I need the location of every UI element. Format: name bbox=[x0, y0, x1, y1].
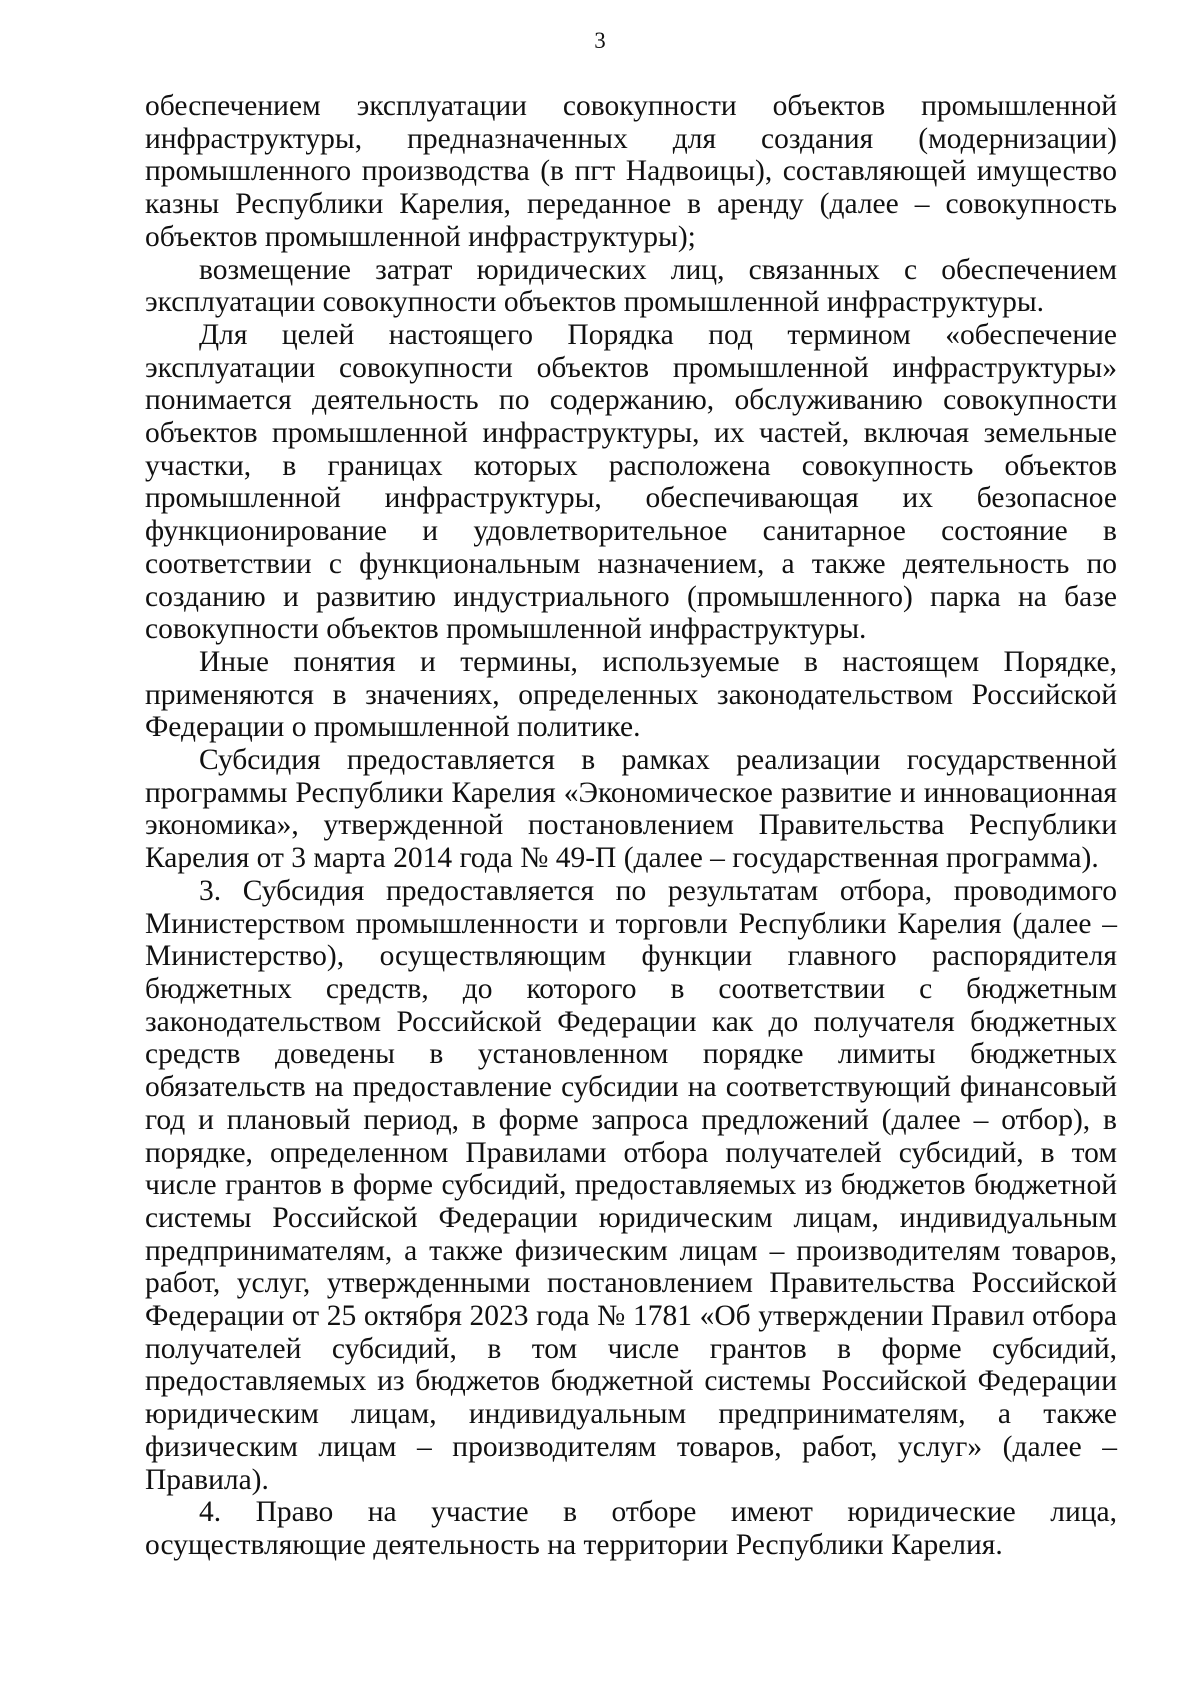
paragraph-program: Субсидия предоставляется в рамках реализации государственной программы Республики Карелия «Экономическое развитие и инновационная экономика», утвержденной постановлением Правительства Республики Карелия от 3 марта 2014 года № 49-П (далее – государственная программа). bbox=[145, 744, 1117, 875]
paragraph-definition: Для целей настоящего Порядка под термином «обеспечение эксплуатации совокупности объектов промышленной инфраструктуры» понимается деятельность по содержанию, обслуживанию совокупности объектов промышленной инфраструктуры, их частей, включая земельные участки, в границах которых расположена совокупность объектов промышленной инфраструктуры, обеспечивающая их безопасное функционирование и удовлетворительное санитарное состояние в соответствии с функциональным назначением, а также деятельность по созданию и развитию индустриального (промышленного) парка на базе совокупности объектов промышленной инфраструктуры. bbox=[145, 318, 1117, 646]
document-body bbox=[145, 90, 1117, 1562]
paragraph-continuation: обеспечением эксплуатации совокупности объектов промышленной инфраструктуры, предназначенных для создания (модернизации) промышленного производства (в пгт Надвоицы), составляющей имущество казны Республики Карелия, переданное в аренду (далее – совокупность объектов промышленной инфраструктуры); bbox=[145, 90, 1117, 253]
paragraph-compensation: возмещение затрат юридических лиц, связанных с обеспечением эксплуатации совокупности объектов промышленной инфраструктуры. bbox=[145, 253, 1117, 319]
paragraph-item-4: 4. Право на участие в отборе имеют юридические лица, осуществляющие деятельность на территории Республики Карелия. bbox=[145, 1496, 1117, 1561]
paragraph-other-terms: Иные понятия и термины, используемые в настоящем Порядке, применяются в значениях, определенных законодательством Российской Федерации о промышленной политике. bbox=[145, 645, 1117, 744]
page-number: 3 bbox=[594, 28, 606, 53]
paragraph-item-3: 3. Субсидия предоставляется по результатам отбора, проводимого Министерством промышленности и торговли Республики Карелия (далее – Министерство), осуществляющим функции главного распорядителя бюджетных средств, до которого в соответствии с бюджетным законодательством Российской Федерации как до получателя бюджетных средств доведены в установленном порядке лимиты бюджетных обязательств на предоставление субсидии на соответствующий финансовый год и плановый период, в форме запроса предложений (далее – отбор), в порядке, определенном Правилами отбора получателей субсидий, в том числе грантов в форме субсидий, предоставляемых из бюджетов бюджетной системы Российской Федерации юридическим лицам, индивидуальным предпринимателям, а также физическим лицам – производителям товаров, работ, услуг, утвержденными постановлением Правительства Российской Федерации от 25 октября 2023 года № 1781 «Об утверждении Правил отбора получателей субсидий, в том числе грантов в форме субсидий, предоставляемых из бюджетов бюджетной системы Российской Федерации юридическим лицам, индивидуальным предпринимателям, а также физическим лицам – производителям товаров, работ, услуг» (далее – Правила). bbox=[145, 874, 1117, 1496]
